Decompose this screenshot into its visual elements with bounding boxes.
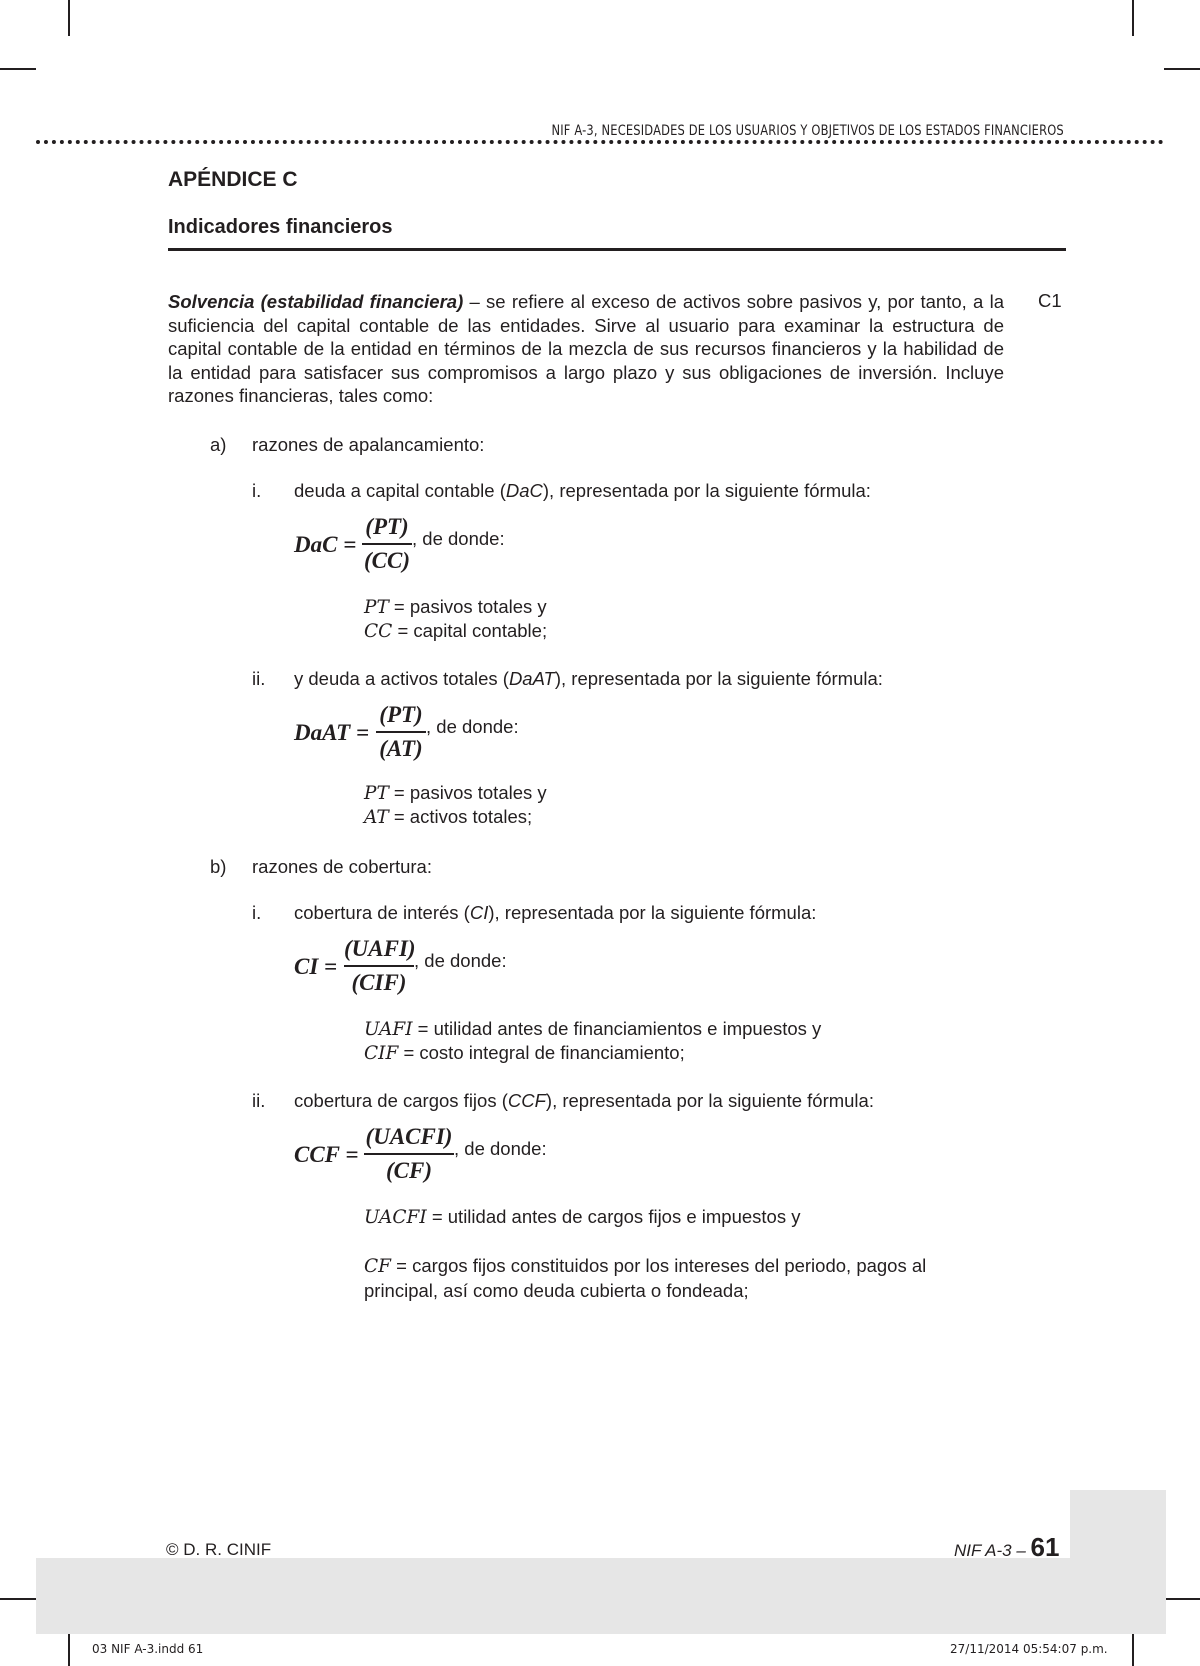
item-b-i-pre: cobertura de interés (: [294, 902, 470, 923]
def-pt-1-var: PT: [364, 597, 389, 618]
paragraph-c1: [168, 290, 1004, 408]
def-pt-1: [364, 596, 547, 618]
item-a-ii-pre: y deuda a activos totales (: [294, 668, 509, 689]
page-number: 61: [1030, 1532, 1060, 1562]
formula-ci-tail: , de donde:: [414, 950, 507, 971]
page-tab: [1070, 1490, 1166, 1634]
footer-norm: NIF A-3 –: [954, 1541, 1026, 1560]
formula-dac-numerator: (PT): [365, 514, 409, 539]
def-cc: [364, 620, 547, 642]
formula-daat-tail: , de donde:: [426, 716, 519, 737]
item-b-i-abbr: CI: [469, 902, 489, 923]
formula-ci-bar: [344, 965, 414, 967]
formula-daat-bar: [376, 731, 426, 733]
copyright: © D. R. CINIF: [166, 1540, 272, 1559]
footer-band: [36, 1558, 1166, 1634]
def-cif-text: = costo integral de financiamiento;: [398, 1042, 685, 1063]
def-pt-2-text: = pasivos totales y: [388, 782, 547, 803]
paragraph-number: C1: [1038, 290, 1062, 311]
formula-ccf-lhs: CCF =: [294, 1142, 359, 1167]
item-a-i-label: i.: [252, 480, 262, 501]
formula-ci-fraction: [344, 936, 414, 996]
def-uafi-var: UAFI: [364, 1019, 413, 1040]
def-cf: [364, 1254, 1004, 1302]
formula-dac-denominator: (CC): [364, 548, 410, 573]
def-uafi: [364, 1018, 821, 1040]
formula-dac-lhs: DaC =: [294, 532, 357, 557]
item-a-ii-abbr: DaAT: [508, 668, 555, 689]
paragraph-lead: Solvencia (estabilidad financiera): [168, 291, 464, 312]
def-uacfi: [364, 1206, 801, 1228]
item-b-text: razones de cobertura:: [252, 856, 432, 877]
item-b-ii-pre: cobertura de cargos fijos (: [294, 1090, 508, 1111]
formula-daat-lhs: DaAT =: [294, 720, 370, 745]
def-pt-1-text: = pasivos totales y: [388, 596, 547, 617]
item-b-i-post: ), representada por la siguiente fórmula:: [488, 902, 817, 923]
item-b-ii-label: ii.: [252, 1090, 266, 1111]
formula-ccf-fraction: [364, 1124, 454, 1184]
def-at-text: = activos totales;: [388, 806, 533, 827]
formula-ci-lhs: CI =: [294, 954, 338, 979]
def-pt-2-var: PT: [364, 783, 389, 804]
item-a-ii-text: [294, 668, 883, 690]
title-rule: [168, 248, 1066, 251]
formula-ccf-tail: , de donde:: [454, 1138, 547, 1159]
formula-dac-bar: [362, 543, 412, 545]
item-a-ii-post: ), representada por la siguiente fórmula:: [554, 668, 883, 689]
def-cc-text: = capital contable;: [392, 620, 548, 641]
slug-file: 03 NIF A-3.indd 61: [92, 1642, 204, 1656]
section-title: Indicadores financieros: [168, 216, 393, 238]
item-a-label: a): [210, 434, 227, 455]
item-a-text: razones de apalancamiento:: [252, 434, 485, 455]
def-cc-var: CC: [364, 621, 393, 642]
item-b-ii-text: [294, 1090, 874, 1112]
formula-daat-denominator: (AT): [379, 736, 423, 761]
def-cif-var: CIF: [364, 1043, 399, 1064]
paragraph-text: – se refiere al exceso de activos sobre pasivos y, por tanto, a la suficiencia del capital contable de las entidades. Sirve al usuario para examinar la estructura de capital contable de la entidad en términos de la mezcla de sus recursos financieros y la habilidad de la entidad para satisfacer sus compromisos a largo plazo y sus obligaciones de inversión. Incluye razones financieras, tales como:: [168, 291, 1004, 406]
crop-mark-top-left-h: [0, 68, 36, 70]
item-a-i-post: ), representada por la siguiente fórmula:: [542, 480, 871, 501]
appendix-heading: APÉNDICE C: [168, 168, 298, 191]
def-at-var: AT: [364, 807, 389, 828]
item-b-label: b): [210, 856, 227, 877]
crop-mark-bottom-left-h: [0, 1598, 36, 1600]
crop-mark-top-right-h: [1164, 68, 1200, 70]
def-cf-var: CF: [364, 1256, 391, 1277]
item-a-i-text: [294, 480, 871, 502]
formula-dac-tail: , de donde:: [412, 528, 505, 549]
formula-dac-fraction: [362, 514, 412, 574]
formula-ci-denominator: (CIF): [351, 970, 407, 995]
formula-ci-numerator: (UAFI): [344, 936, 416, 961]
item-a-i-abbr: DaC: [505, 480, 543, 501]
formula-daat-numerator: (PT): [379, 702, 423, 727]
page-footer: [954, 1532, 1059, 1563]
item-a-i-pre: deuda a capital contable (: [294, 480, 506, 501]
slug-timestamp: 27/11/2014 05:54:07 p.m.: [950, 1642, 1108, 1656]
item-b-i-text: [294, 902, 816, 924]
item-b-i-label: i.: [252, 902, 262, 923]
formula-daat-fraction: [376, 702, 426, 762]
def-uafi-text: = utilidad antes de financiamientos e impuestos y: [412, 1018, 822, 1039]
def-at: [364, 806, 532, 828]
formula-ccf-bar: [364, 1153, 454, 1155]
header-dotted-rule: [36, 140, 1164, 144]
def-cf-text: = cargos fijos constituidos por los intereses del periodo, pagos al principal, así como deuda cubierta o fondeada;: [364, 1255, 927, 1301]
item-a-ii-label: ii.: [252, 668, 266, 689]
item-b-ii-abbr: CCF: [507, 1090, 546, 1111]
def-pt-2: [364, 782, 547, 804]
running-header: NIF A-3, NECESIDADES DE LOS USUARIOS Y OBJETIVOS DE LOS ESTADOS FINANCIEROS: [551, 123, 1064, 139]
formula-ccf-denominator: (CF): [386, 1158, 432, 1183]
def-uacfi-var: UACFI: [364, 1207, 427, 1228]
item-b-ii-post: ), representada por la siguiente fórmula:: [545, 1090, 874, 1111]
def-cif: [364, 1042, 685, 1064]
formula-ccf-numerator: (UACFI): [365, 1124, 453, 1149]
crop-mark-bottom-right-v: [1132, 1630, 1134, 1666]
crop-mark-top-right-v: [1132, 0, 1134, 36]
def-uacfi-text: = utilidad antes de cargos fijos e impuestos y: [426, 1206, 801, 1227]
crop-mark-top-left-v: [68, 0, 70, 36]
crop-mark-bottom-left-v: [68, 1630, 70, 1666]
crop-mark-bottom-right-h: [1164, 1598, 1200, 1600]
